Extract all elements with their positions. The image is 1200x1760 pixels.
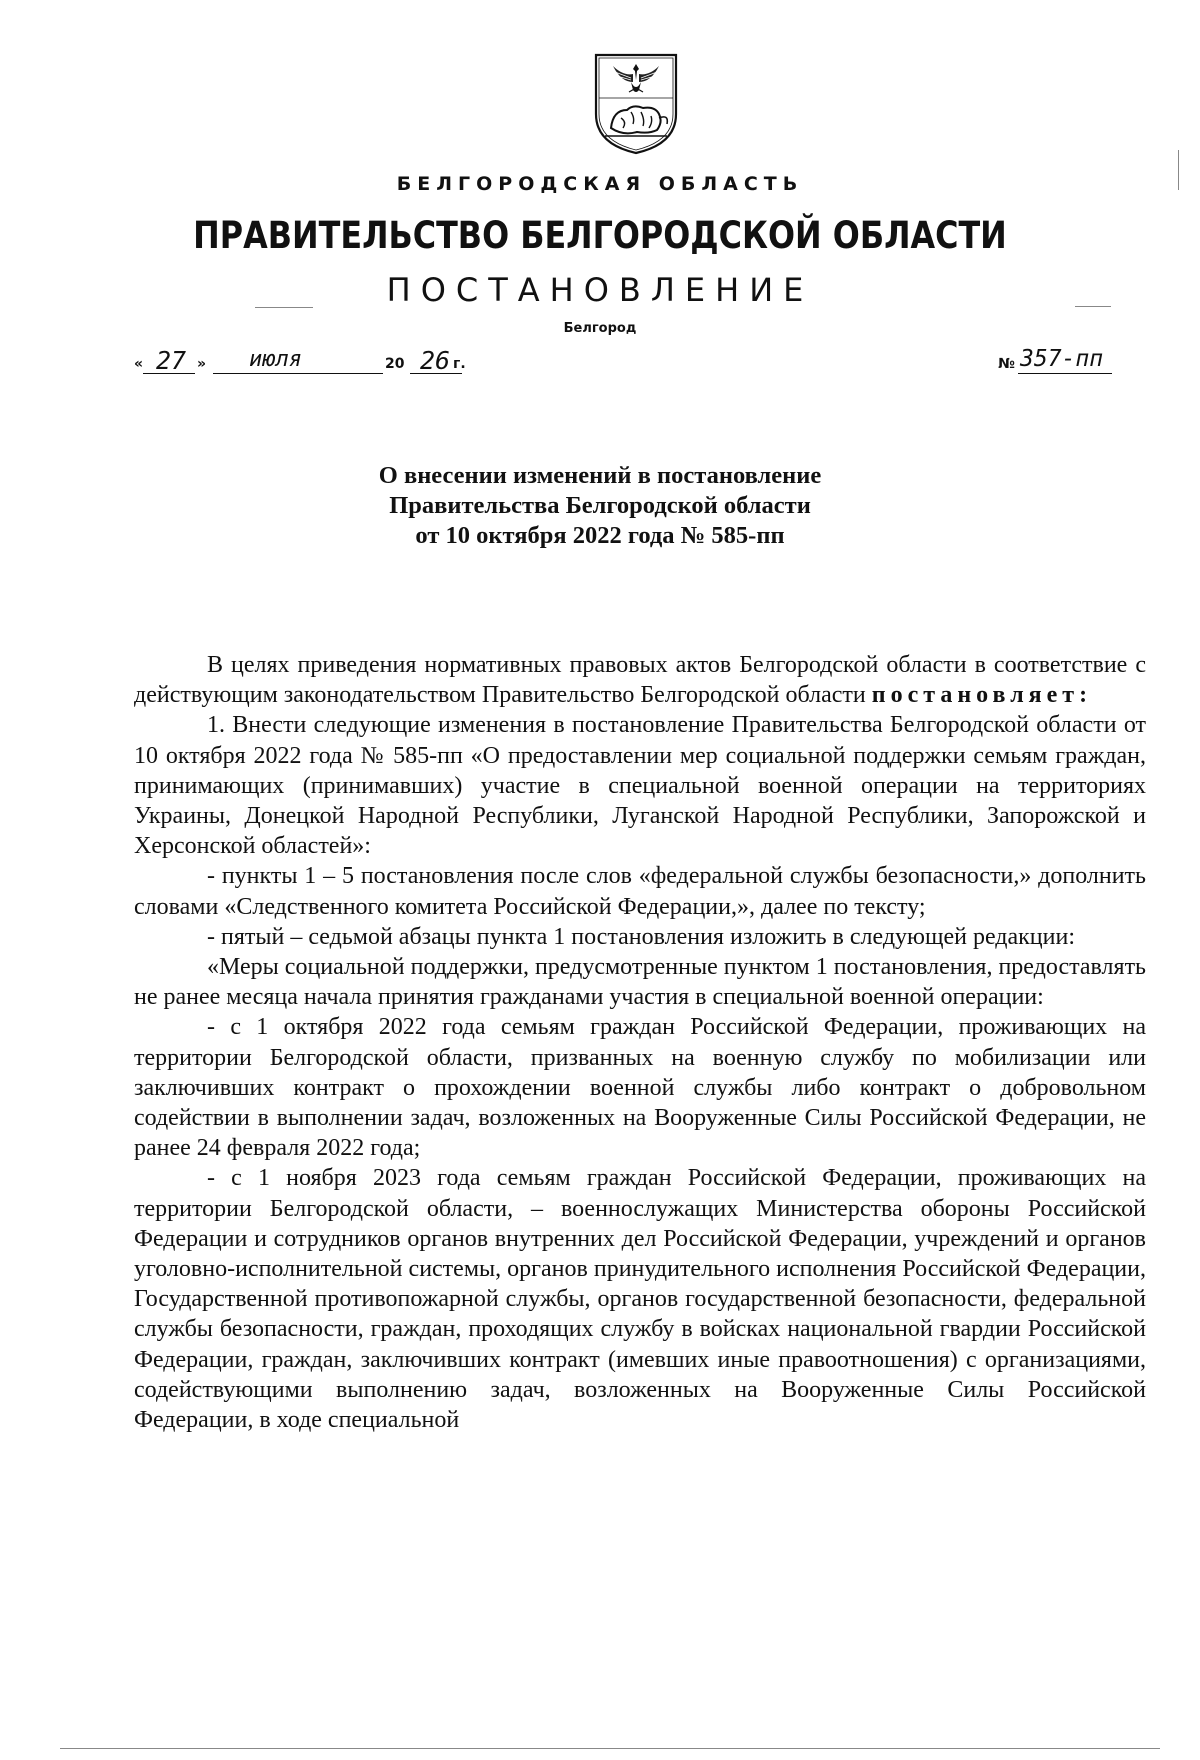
date-line xyxy=(0,348,1200,378)
scan-mark xyxy=(255,307,313,308)
body-paragraph: - с 1 октября 2022 года семьям граждан Российской Федерации, проживающих на территории Белгородской области, призванных на военную службу по мобилизации или заключивших контракт о прохождении военной службы либо контракт о добровольном содействии в выполнении задач, возложенных на Вооруженные Силы Российской Федерации, не ранее 24 февраля 2022 года; xyxy=(134,1014,1146,1162)
date-year-mark: г. xyxy=(453,356,466,372)
date-year-prefix: 20 xyxy=(385,356,405,372)
number-underline xyxy=(1018,373,1112,374)
document-number: 357-пп xyxy=(1020,346,1104,372)
body-paragraph: - пятый – седьмой абзацы пункта 1 постановления изложить в следующей редакции: xyxy=(207,923,1076,950)
month-underline xyxy=(213,373,383,374)
government-heading: ПРАВИТЕЛЬСТВО БЕЛГОРОДСКОЙ ОБЛАСТИ xyxy=(193,214,1007,257)
document-body xyxy=(134,650,1146,1435)
body-paragraph: - с 1 ноября 2023 года семьям граждан Российской Федерации, проживающих на территории Белгородской области, – военнослужащих Министерства обороны Российской Федерации и сотрудников органов внутренних дел Российской Федерации, учреждений и органов уголовно-исполнительной системы, органов принудительного исполнения Российской Федерации, Государственной противопожарной службы, органов государственной безопасности, федеральной службы безопасности, граждан, проходящих службу в войсках национальной гвардии Российской Федерации, граждан, заключивших контракт (имевших иные правоотношения) с организациями, содействующими выполнению задач, возложенных на Вооруженные Силы Российской Федерации, в ходе специальной xyxy=(134,1165,1146,1434)
year-underline xyxy=(410,373,462,374)
day-underline xyxy=(143,373,195,374)
title-line: от 10 октября 2022 года № 585-пп xyxy=(415,522,785,549)
date-month: июля xyxy=(249,347,302,372)
scan-edge-line xyxy=(60,1748,1160,1749)
title-line: О внесении изменений в постановление xyxy=(378,462,822,489)
city-label: Белгород xyxy=(563,321,637,336)
scan-mark xyxy=(1075,306,1111,307)
date-open-quote: « xyxy=(134,356,144,372)
resolves-word: постановляет: xyxy=(871,682,1093,709)
body-paragraph: «Меры социальной поддержки, предусмотренные пунктом 1 постановления, предоставлять не ранее месяца начала принятия гражданами участия в специальной военной операции: xyxy=(134,954,1146,1011)
coat-of-arms-emblem xyxy=(593,52,679,156)
date-close-quote: » xyxy=(197,356,207,372)
body-paragraph: - пункты 1 – 5 постановления после слов «федеральной службы безопасности,» дополнить словами «Следственного комитета Российской Федерации,», далее по тексту; xyxy=(134,863,1146,920)
body-paragraph xyxy=(134,650,1146,710)
body-paragraph: 1. Внести следующие изменения в постановление Правительства Белгородской области от 10 октября 2022 года № 585-пп «О предоставлении мер социальной поддержки семьям граждан, принимающих (принимавших) участие в специальной военной операции на территориях Украины, Донецкой Народной Республики, Луганской Народной Республики, Запорожской и Херсонской областей»: xyxy=(134,712,1146,860)
document-type-heading: ПОСТАНОВЛЕНИЕ xyxy=(386,271,814,309)
document-title xyxy=(0,461,1200,551)
preamble-text: В целях приведения нормативных правовых актов Белгородской области в соответствие с действующим законодательством Правительство Белгородской области xyxy=(134,652,1146,709)
number-label: № xyxy=(998,356,1015,372)
scan-edge-line xyxy=(1178,150,1179,190)
date-day: 27 xyxy=(156,346,187,375)
title-line: Правительства Белгородской области xyxy=(389,492,811,519)
region-heading: БЕЛГОРОДСКАЯ ОБЛАСТЬ xyxy=(396,173,804,195)
date-year-suffix: 26 xyxy=(420,346,451,375)
